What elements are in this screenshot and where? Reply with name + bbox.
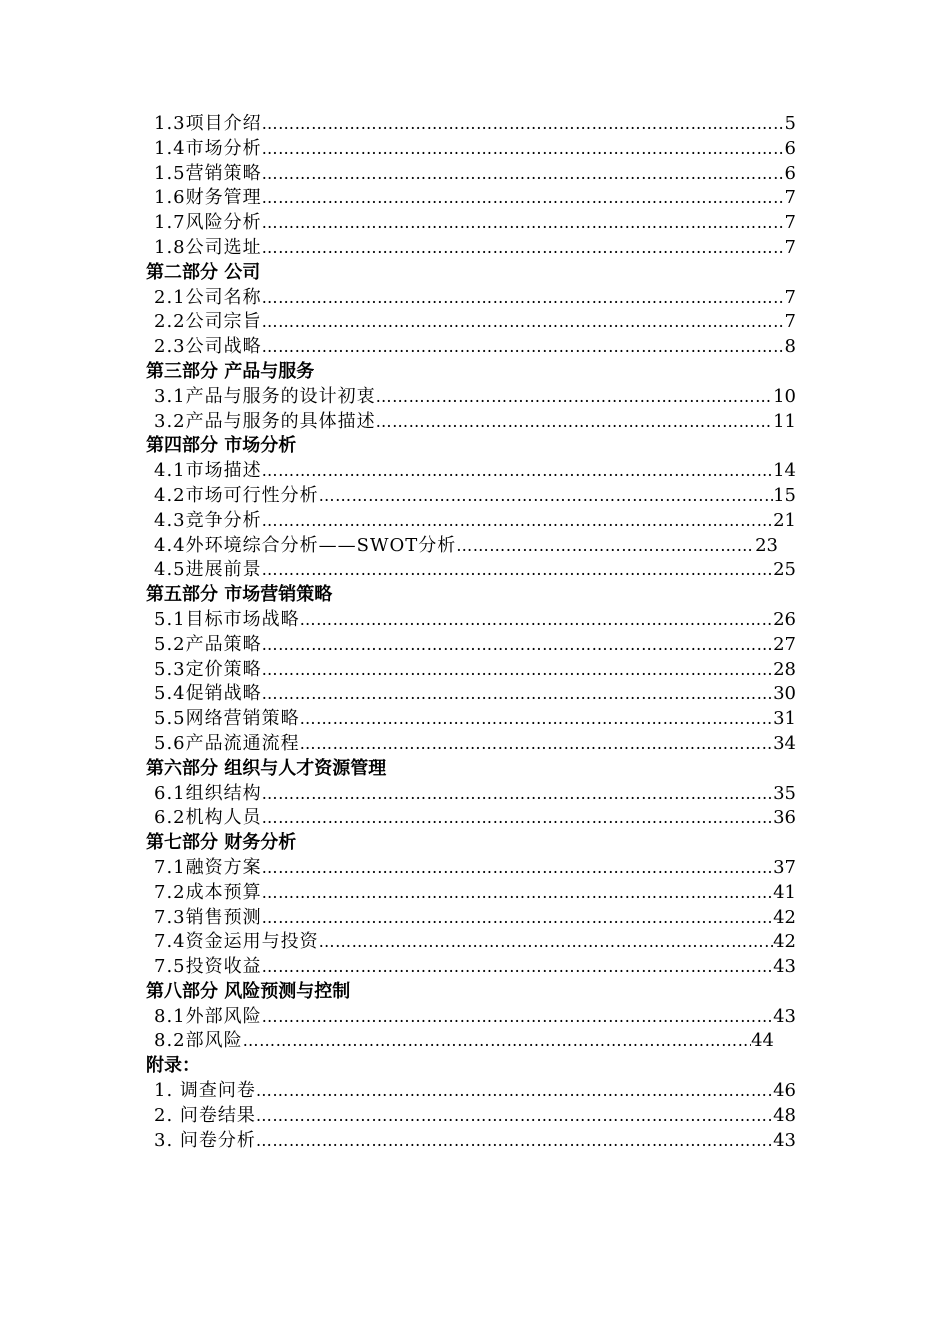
toc-entry-label: 1.5营销策略 bbox=[154, 162, 262, 184]
toc-dot-leader bbox=[319, 484, 773, 509]
toc-dot-leader bbox=[256, 1079, 773, 1104]
toc-entry[interactable] bbox=[0, 806, 796, 831]
toc-entry-label: 1.4市场分析 bbox=[154, 137, 262, 159]
toc-entry-label: 2.1公司名称 bbox=[154, 286, 262, 308]
toc-section-heading: 第五部分 市场营销策略 bbox=[146, 584, 333, 606]
toc-entry-label: 8.2部风险 bbox=[154, 1030, 243, 1052]
toc-dot-leader bbox=[262, 955, 773, 980]
toc-page-number: 10 bbox=[773, 385, 796, 407]
toc-dot-leader bbox=[262, 906, 773, 931]
toc-dot-leader bbox=[319, 930, 773, 955]
toc-page-number: 48 bbox=[773, 1104, 796, 1126]
toc-page-number: 7 bbox=[784, 311, 796, 333]
toc-entry-label: 4.5进展前景 bbox=[154, 559, 262, 581]
toc-entry-label: 7.3销售预测 bbox=[154, 906, 262, 928]
toc-entry-label: 1.8公司选址 bbox=[154, 236, 262, 258]
toc-section-heading: 第六部分 组织与人才资源管理 bbox=[146, 757, 387, 779]
toc-dot-leader bbox=[262, 335, 785, 360]
toc-entry[interactable] bbox=[0, 236, 796, 261]
toc-dot-leader bbox=[262, 682, 773, 707]
toc-entry[interactable] bbox=[0, 782, 796, 807]
toc-entry[interactable] bbox=[0, 608, 796, 633]
toc-entry[interactable] bbox=[0, 137, 796, 162]
toc-entry[interactable] bbox=[0, 930, 796, 955]
toc-entry[interactable] bbox=[0, 310, 796, 335]
toc-page-number: 42 bbox=[773, 906, 796, 928]
toc-entry-label: 5.4促销战略 bbox=[154, 683, 262, 705]
toc-dot-leader bbox=[262, 211, 785, 236]
toc-entry-label: 7.2成本预算 bbox=[154, 881, 262, 903]
toc-page-number: 27 bbox=[773, 633, 796, 655]
toc-section-heading: 第二部分 公司 bbox=[146, 261, 261, 283]
toc-page-number: 43 bbox=[773, 956, 796, 978]
toc-entry-label: 1. 调查问卷 bbox=[154, 1080, 256, 1102]
toc-dot-leader bbox=[376, 385, 773, 410]
toc-entry-label: 5.6产品流通流程 bbox=[154, 732, 300, 754]
toc-entry-label: 3.2产品与服务的具体描述 bbox=[154, 410, 376, 432]
toc-dot-leader bbox=[243, 1029, 751, 1054]
toc-dot-leader bbox=[262, 1005, 773, 1030]
toc-entry[interactable] bbox=[0, 1129, 796, 1154]
toc-entry[interactable] bbox=[0, 856, 796, 881]
toc-entry-label: 7.5投资收益 bbox=[154, 956, 262, 978]
toc-dot-leader bbox=[262, 782, 773, 807]
toc-entry-label: 1.7风险分析 bbox=[154, 212, 262, 234]
toc-entry-label: 3. 问卷分析 bbox=[154, 1129, 256, 1151]
toc-entry[interactable] bbox=[0, 534, 778, 559]
toc-entry-label: 5.2产品策略 bbox=[154, 633, 262, 655]
toc-page-number: 15 bbox=[773, 484, 796, 506]
toc-entry[interactable] bbox=[0, 162, 796, 187]
toc-dot-leader bbox=[262, 459, 773, 484]
toc-entry[interactable] bbox=[0, 1005, 796, 1030]
toc-dot-leader bbox=[262, 112, 785, 137]
toc-page-number: 25 bbox=[773, 559, 796, 581]
toc-entry-label: 2.2公司宗旨 bbox=[154, 311, 262, 333]
toc-entry-label: 1.6财务管理 bbox=[154, 187, 262, 209]
toc-section-heading: 第八部分 风险预测与控制 bbox=[146, 980, 351, 1002]
toc-page-number: 21 bbox=[773, 509, 796, 531]
toc-section-heading: 第四部分 市场分析 bbox=[146, 435, 297, 457]
toc-entry[interactable] bbox=[0, 484, 796, 509]
toc-entry-label: 6.2机构人员 bbox=[154, 807, 262, 829]
toc-page-number: 5 bbox=[784, 113, 796, 134]
toc-entry[interactable] bbox=[0, 707, 796, 732]
toc-page-number: 36 bbox=[773, 807, 796, 829]
toc-entry[interactable] bbox=[0, 385, 796, 410]
toc-page-number: 7 bbox=[784, 286, 796, 308]
toc-dot-leader bbox=[262, 186, 785, 211]
toc-entry[interactable] bbox=[0, 658, 796, 683]
toc-entry-label: 7.4资金运用与投资 bbox=[154, 931, 319, 953]
toc-entry[interactable] bbox=[0, 682, 796, 707]
toc-entry-label: 5.5网络营销策略 bbox=[154, 708, 300, 730]
toc-page-number: 41 bbox=[773, 881, 796, 903]
toc-page-number: 42 bbox=[773, 931, 796, 953]
toc-entry[interactable] bbox=[0, 286, 796, 311]
toc-page-number: 7 bbox=[784, 236, 796, 258]
toc-entry[interactable] bbox=[0, 732, 796, 757]
toc-dot-leader bbox=[262, 856, 773, 881]
toc-entry-label: 5.3定价策略 bbox=[154, 658, 262, 680]
toc-dot-leader bbox=[256, 1129, 773, 1154]
toc-dot-leader bbox=[262, 509, 773, 534]
toc-dot-leader bbox=[262, 310, 785, 335]
toc-page-number: 26 bbox=[773, 608, 796, 630]
toc-entry-label: 4.2市场可行性分析 bbox=[154, 484, 319, 506]
toc-page-number: 31 bbox=[773, 708, 796, 730]
toc-dot-leader bbox=[262, 236, 785, 261]
toc-page-number: 44 bbox=[751, 1030, 774, 1052]
toc-section-heading: 第七部分 财务分析 bbox=[146, 832, 297, 854]
toc-dot-leader bbox=[300, 707, 773, 732]
toc-entry[interactable] bbox=[0, 459, 796, 484]
toc-page-number: 14 bbox=[773, 460, 796, 482]
toc-entry[interactable] bbox=[0, 1079, 796, 1104]
table-of-contents bbox=[0, 112, 950, 1153]
toc-entry-label: 7.1融资方案 bbox=[154, 856, 262, 878]
toc-entry-label: 2.3公司战略 bbox=[154, 336, 262, 358]
toc-dot-leader bbox=[262, 286, 785, 311]
toc-entry[interactable] bbox=[0, 906, 796, 931]
toc-dot-leader bbox=[256, 1104, 773, 1129]
toc-dot-leader bbox=[300, 608, 773, 633]
toc-page-number: 35 bbox=[773, 782, 796, 804]
toc-entry[interactable] bbox=[0, 211, 796, 236]
toc-entry-label: 3.1产品与服务的设计初衷 bbox=[154, 385, 376, 407]
toc-entry[interactable] bbox=[0, 633, 796, 658]
toc-entry[interactable] bbox=[0, 509, 796, 534]
toc-page-number: 6 bbox=[784, 162, 796, 184]
toc-entry-label: 5.1目标市场战略 bbox=[154, 608, 300, 630]
toc-entry[interactable] bbox=[0, 186, 796, 211]
toc-entry[interactable] bbox=[0, 410, 796, 435]
toc-page-number: 23 bbox=[755, 534, 778, 556]
toc-entry[interactable] bbox=[0, 881, 796, 906]
toc-entry-label: 2. 问卷结果 bbox=[154, 1104, 256, 1126]
toc-entry[interactable] bbox=[0, 335, 796, 360]
toc-entry-label: 8.1外部风险 bbox=[154, 1005, 262, 1027]
toc-page-number: 8 bbox=[784, 336, 796, 358]
toc-section-heading: 第三部分 产品与服务 bbox=[146, 360, 315, 382]
toc-entry-label: 4.4外环境综合分析——SWOT分析 bbox=[154, 534, 457, 556]
toc-dot-leader bbox=[262, 558, 773, 583]
toc-entry-label: 4.3竞争分析 bbox=[154, 509, 262, 531]
toc-page-number: 34 bbox=[773, 732, 796, 754]
toc-dot-leader bbox=[262, 881, 773, 906]
toc-dot-leader bbox=[300, 732, 773, 757]
toc-page-number: 37 bbox=[773, 856, 796, 878]
toc-dot-leader bbox=[262, 137, 785, 162]
toc-dot-leader bbox=[262, 658, 773, 683]
toc-page-number: 43 bbox=[773, 1005, 796, 1027]
toc-page-number: 7 bbox=[784, 212, 796, 234]
toc-dot-leader bbox=[376, 410, 773, 435]
toc-page-number: 7 bbox=[784, 187, 796, 209]
toc-dot-leader bbox=[262, 633, 773, 658]
toc-section-heading: 附录： bbox=[146, 1055, 200, 1077]
toc-page-number: 46 bbox=[773, 1080, 796, 1102]
toc-entry-label: 6.1组织结构 bbox=[154, 782, 262, 804]
toc-dot-leader bbox=[262, 806, 773, 831]
toc-entry[interactable] bbox=[0, 558, 796, 583]
toc-page-number: 30 bbox=[773, 683, 796, 705]
toc-dot-leader bbox=[456, 534, 755, 559]
toc-entry-label: 1.3项目介绍 bbox=[154, 113, 262, 134]
toc-page-number: 11 bbox=[773, 410, 796, 432]
toc-entry-label: 4.1市场描述 bbox=[154, 460, 262, 482]
toc-entry[interactable] bbox=[0, 1029, 774, 1054]
toc-dot-leader bbox=[262, 162, 785, 187]
toc-page-number: 28 bbox=[773, 658, 796, 680]
toc-entry[interactable] bbox=[0, 955, 796, 980]
toc-page-number: 43 bbox=[773, 1129, 796, 1151]
toc-entry[interactable] bbox=[0, 1104, 796, 1129]
toc-entry[interactable] bbox=[0, 112, 796, 137]
toc-page-number: 6 bbox=[784, 137, 796, 159]
